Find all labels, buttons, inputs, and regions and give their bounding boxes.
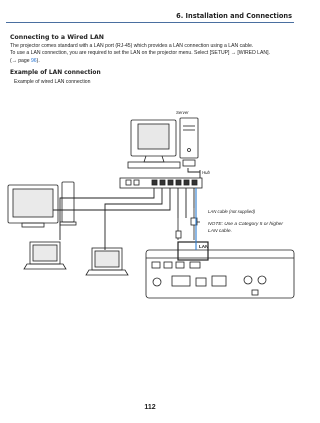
server-monitor xyxy=(128,120,180,168)
example-caption: Example of wired LAN connection xyxy=(14,79,91,85)
lan-cable-label: LAN cable (not supplied) xyxy=(208,209,256,214)
hub-device xyxy=(120,178,202,188)
note-text xyxy=(208,221,296,235)
projector xyxy=(146,250,294,298)
chapter-title: 6. Installation and Connections xyxy=(176,12,292,20)
header-rule xyxy=(6,22,294,23)
body-line-2: To use a LAN connection, you are required to set the LAN on the projector menu. Select [SETUP] → [WIRED LAN]. xyxy=(10,50,270,57)
laptop-2 xyxy=(86,248,128,275)
page-reference-link[interactable]: 96 xyxy=(30,57,37,64)
note-line-2: LAN cable. xyxy=(208,229,232,234)
page-number: 112 xyxy=(144,404,156,411)
page-header xyxy=(6,8,294,25)
example-title: Example of LAN connection xyxy=(10,70,101,76)
section-title: Connecting to a Wired LAN xyxy=(10,34,104,41)
server-tower xyxy=(180,118,198,166)
note-line-1: NOTE: Use a Category 5 or higher xyxy=(208,222,284,227)
lan-port-label: LAN xyxy=(199,244,209,249)
server-label: Server xyxy=(176,110,189,115)
body-line-1: The projector comes standard with a LAN port (RJ-45) which provides a LAN connection using a LAN cable. xyxy=(10,43,254,49)
body-line-3: (→ page 96). xyxy=(10,57,40,64)
lan-connection-diagram xyxy=(0,90,300,302)
desktop-computer xyxy=(8,182,76,227)
body-text xyxy=(10,43,294,65)
laptop-1 xyxy=(24,242,66,269)
hub-label: Hub xyxy=(202,170,210,175)
